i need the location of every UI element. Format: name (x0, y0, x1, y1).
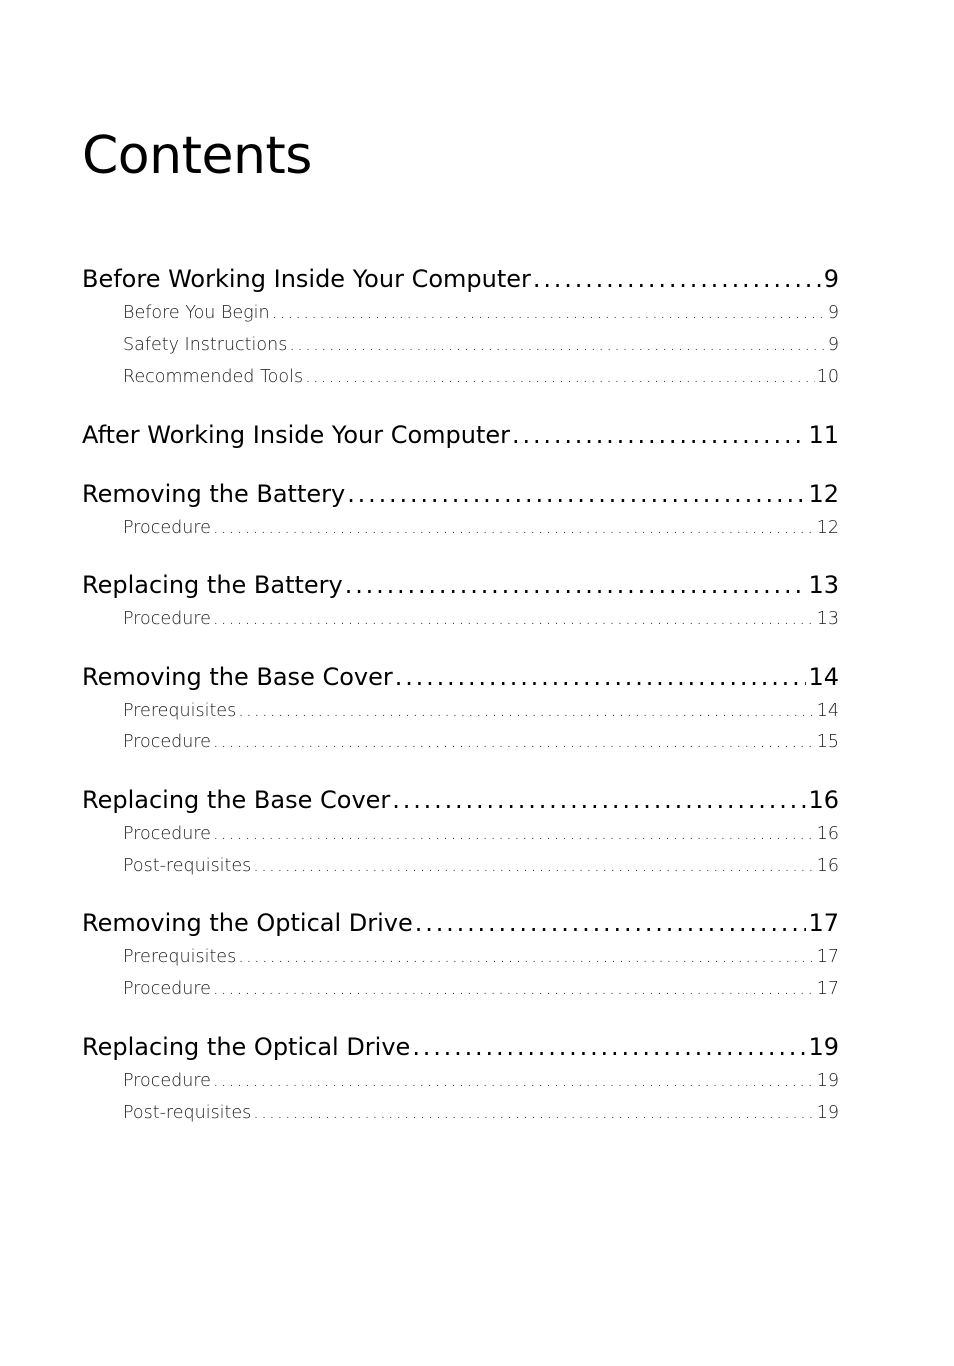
toc-section[interactable] (123, 700, 839, 722)
toc-section-page: 9 (827, 335, 839, 355)
dot-leader (272, 302, 826, 324)
toc-section-title: Procedure (123, 979, 211, 999)
dot-leader (395, 662, 807, 692)
dot-leader (392, 785, 806, 815)
toc-section-page: 16 (816, 824, 839, 844)
dot-leader (347, 479, 806, 509)
toc-section[interactable] (123, 946, 839, 968)
toc-chapter[interactable] (82, 785, 839, 815)
toc-chapter-title: Removing the Base Cover (82, 663, 393, 691)
dot-leader (213, 731, 815, 753)
toc-section[interactable] (123, 1070, 839, 1092)
toc-section-page: 13 (816, 609, 839, 629)
toc-chapter[interactable] (82, 570, 839, 600)
dot-leader (345, 570, 807, 600)
toc-chapter[interactable] (82, 1032, 839, 1062)
toc-chapter-title: After Working Inside Your Computer (82, 421, 511, 449)
toc-chapter-page: 11 (808, 421, 839, 449)
dot-leader (213, 1070, 815, 1092)
toc-chapter-page: 12 (808, 480, 839, 508)
toc-section-page: 12 (816, 518, 839, 538)
toc-chapter-title: Replacing the Base Cover (82, 786, 391, 814)
toc-section[interactable] (123, 608, 839, 630)
toc-chapter-page: 17 (808, 909, 839, 937)
dot-leader (253, 1102, 814, 1124)
toc-chapter-title: Before Working Inside Your Computer (82, 265, 531, 293)
toc-section-title: Procedure (123, 824, 211, 844)
dot-leader (289, 334, 826, 356)
toc-section-page: 14 (816, 701, 839, 721)
dot-leader (305, 366, 815, 388)
toc-section-title: Procedure (123, 732, 211, 752)
toc-section[interactable] (123, 823, 839, 845)
toc-section-title: Prerequisites (123, 947, 237, 967)
toc-section-page: 9 (827, 303, 839, 323)
toc-section-title: Procedure (123, 518, 211, 538)
toc-section-page: 17 (816, 979, 839, 999)
toc-chapter-page: 13 (808, 571, 839, 599)
toc-chapter-title: Removing the Battery (82, 480, 346, 508)
toc-chapter-title: Removing the Optical Drive (82, 909, 413, 937)
toc-section[interactable] (123, 334, 839, 356)
toc-chapter-page: 9 (823, 265, 839, 293)
toc-chapter[interactable] (82, 479, 839, 509)
dot-leader (213, 823, 815, 845)
dot-leader (415, 908, 807, 938)
dot-leader (533, 264, 822, 294)
toc-section-title: Before You Begin (123, 303, 270, 323)
dot-leader (253, 855, 814, 877)
page-title: Contents (82, 126, 312, 186)
toc-section[interactable] (123, 517, 839, 539)
toc-section-title: Safety Instructions (123, 335, 288, 355)
dot-leader (412, 1032, 806, 1062)
toc-section-title: Procedure (123, 609, 211, 629)
toc-chapter-title: Replacing the Battery (82, 571, 343, 599)
toc-chapter[interactable] (82, 264, 839, 294)
toc-section-page: 19 (816, 1103, 839, 1123)
toc-section-page: 10 (816, 367, 839, 387)
toc-section-page: 16 (816, 856, 839, 876)
toc-chapter-page: 19 (808, 1033, 839, 1061)
toc-section-title: Recommended Tools (123, 367, 304, 387)
dot-leader (238, 946, 815, 968)
toc-chapter-page: 16 (808, 786, 839, 814)
toc-section-title: Post-requisites (123, 1103, 252, 1123)
toc-section[interactable] (123, 731, 839, 753)
toc-chapter-page: 14 (808, 663, 839, 691)
toc-chapter-title: Replacing the Optical Drive (82, 1033, 411, 1061)
dot-leader (512, 420, 806, 450)
dot-leader (213, 608, 815, 630)
dot-leader (213, 517, 815, 539)
toc-chapter[interactable] (82, 908, 839, 938)
dot-leader (213, 978, 815, 1000)
toc-chapter[interactable] (82, 420, 839, 450)
toc-section[interactable] (123, 302, 839, 324)
toc-section-page: 15 (816, 732, 839, 752)
toc-section-page: 17 (816, 947, 839, 967)
toc-section-title: Post-requisites (123, 856, 252, 876)
toc-section[interactable] (123, 1102, 839, 1124)
toc-section-title: Procedure (123, 1071, 211, 1091)
dot-leader (238, 700, 815, 722)
toc-chapter[interactable] (82, 662, 839, 692)
toc-section[interactable] (123, 978, 839, 1000)
toc-section-title: Prerequisites (123, 701, 237, 721)
toc-section-page: 19 (816, 1071, 839, 1091)
toc-section[interactable] (123, 366, 839, 388)
toc-section[interactable] (123, 855, 839, 877)
